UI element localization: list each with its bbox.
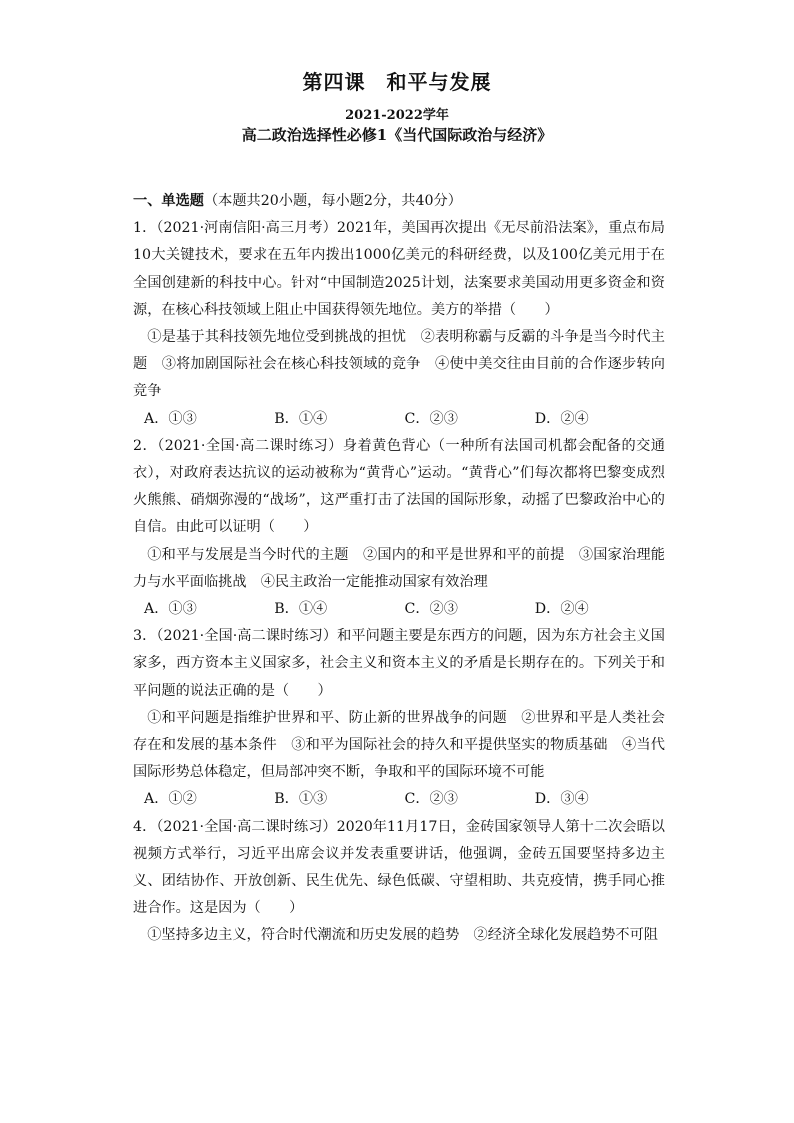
question-4 [133,814,665,950]
question-list [133,188,665,950]
option-d[interactable]: D．②④ [534,410,589,427]
question-stem: 1．（2021·河南信阳·高三月考）2021年，美国再次提出《无尽前沿法案》，重点布局10大关键技术，要求在五年内拨出1000亿美元的科研经费，以及100亿美元用于在全国创建新的科技中心。针对“中国制造2025计划，法案要求美国动用更多资金和资源，在核心科技领域上阻止中国获得领先地位。美方的举措（ ） [133,220,665,318]
question-3 [133,623,665,813]
question-stem: 3．（2021·全国·高二课时练习）和平问题主要是东西方的问题，因为东方社会主义国家多，西方资本主义国家多，社会主义和资本主义的矛盾是长期存在的。下列关于和平问题的说法正确的是（ ） [133,628,665,699]
question-stem: 2．（2021·全国·高二课时练习）身着黄色背心（一种所有法国司机都会配备的交通衣），对政府表达抗议的运动被称为“黄背心”运动。“黄背心”们每次都将巴黎变成烈火熊熊、硝烟弥漫的“战场”，这严重打击了法国的国际形象，动摇了巴黎政治中心的自信。由此可以证明（ ） [133,437,665,536]
academic-year: 2021-2022学年 [345,108,449,123]
question-statements: ①和平与发展是当今时代的主题 ②国内的和平是世界和平的前提 ③国家治理能力与水平面临挑战 ④民主政治一定能推动国家有效治理 [133,546,665,590]
option-c[interactable]: C．②③ [404,791,458,808]
section-heading: 一、单选题 [133,193,204,209]
option-b[interactable]: B．①④ [274,410,328,427]
option-a[interactable]: A．①③ [144,601,197,618]
option-b[interactable]: B．①③ [274,791,328,808]
answer-options [133,786,665,813]
option-a[interactable]: A．①③ [144,410,197,427]
option-c[interactable]: C．②③ [404,601,458,618]
question-statements: ①是基于其科技领先地位受到挑战的担忧 ②表明称霸与反霸的斗争是当今时代主题 ③将加剧国际社会在核心科技领域的竞争 ④使中美交往由目前的合作逐步转向竞争 [133,329,665,400]
option-a[interactable]: A．①② [144,791,197,808]
option-b[interactable]: B．①④ [274,601,328,618]
option-c[interactable]: C．②③ [404,410,458,427]
question-statements: ①和平问题是指维护世界和平、防止新的世界战争的问题 ②世界和平是人类社会存在和发展的基本条件 ③和平为国际社会的持久和平提供坚实的物质基础 ④当代国际形势总体稳定，但局部冲突不断，争取和平的国际环境不可能 [133,709,665,781]
question-1 [133,215,665,433]
option-d[interactable]: D．②④ [534,601,589,618]
course-name: 高二政治选择性必修1《当代国际政治与经济》 [241,126,553,144]
question-2 [133,433,665,623]
section-note: （本题共20小题，每小题2分，共40分） [203,193,462,209]
option-d[interactable]: D．③④ [534,791,589,808]
document-title: 第四课 和平与发展 [302,70,492,94]
question-stem: 4．（2021·全国·高二课时练习）2020年11月17日，金砖国家领导人第十二次会晤以视频方式举行，习近平出席会议并发表重要讲话，他强调，金砖五国要坚持多边主义、团结协作、开放创新、民生优先、绿色低碳、守望相助、共克疫情，携手同心推进合作。这是因为（ ） [133,818,665,917]
answer-options [133,406,665,433]
answer-options [133,596,665,623]
section-header [133,188,665,215]
question-statements: ①坚持多边主义，符合时代潮流和历史发展的趋势 ②经济全球化发展趋势不可阻 [147,927,658,944]
